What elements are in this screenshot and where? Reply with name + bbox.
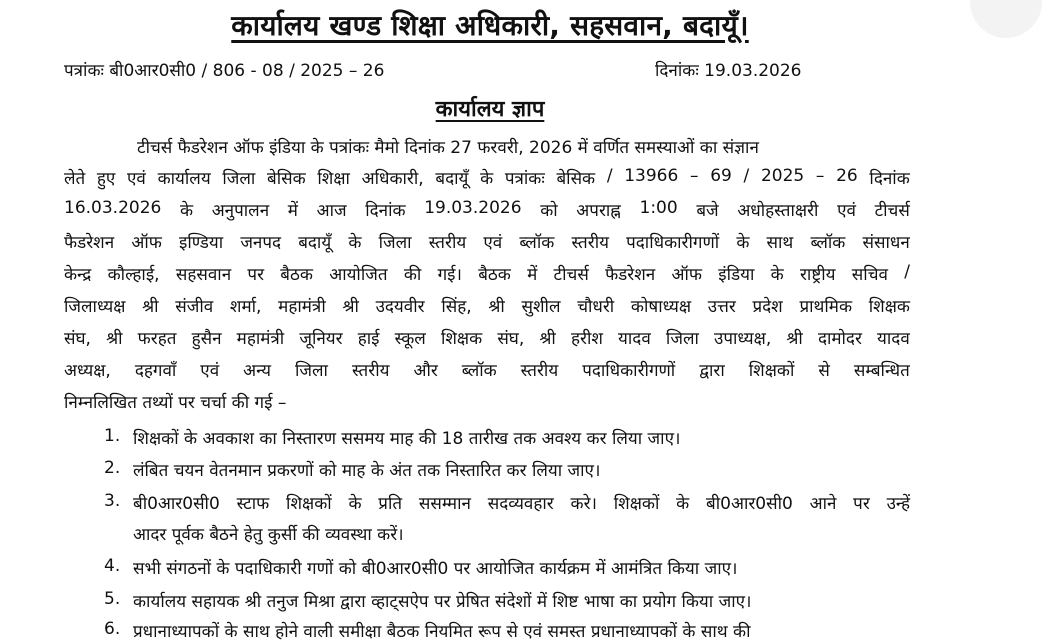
word: प्राथमिक bbox=[799, 297, 853, 317]
word: एवं bbox=[200, 361, 220, 381]
office-heading: कार्यालय खण्ड शिक्षा अधिकारी, सहसवान, बदायूँ। bbox=[231, 9, 749, 42]
word: श्री bbox=[342, 297, 359, 317]
word: ऑफ bbox=[131, 233, 162, 253]
word: ब्लॉक bbox=[810, 233, 846, 253]
word: के bbox=[348, 494, 362, 514]
body-line bbox=[64, 294, 910, 317]
word: अपराह्न bbox=[576, 201, 621, 221]
list-number: 3. bbox=[104, 491, 121, 511]
word: के bbox=[676, 494, 690, 514]
word: कौल्हाई, bbox=[107, 265, 160, 285]
body-line bbox=[64, 166, 910, 189]
word: यादव bbox=[618, 329, 651, 349]
word: चौधरी bbox=[577, 297, 615, 317]
word: अधोहस्ताक्षरी bbox=[737, 201, 819, 221]
word: सहसवान bbox=[175, 265, 232, 285]
list-item-text: आदर पूर्वक बैठने हेतु कुर्सी की व्यवस्था करें। bbox=[133, 525, 404, 545]
word: / bbox=[606, 166, 613, 186]
reference-number: पत्रांकः बी0आर0सी0 / 806 - 08 / 2025 – 26 bbox=[64, 61, 385, 81]
word: से bbox=[818, 361, 830, 381]
word: श्री bbox=[539, 329, 556, 349]
word: पर bbox=[853, 494, 870, 514]
word: हरीश bbox=[570, 329, 603, 349]
body-line bbox=[64, 326, 910, 349]
word: सदव्यवहार bbox=[487, 494, 554, 514]
word: हुसैन bbox=[191, 329, 222, 349]
word: बैठक bbox=[280, 265, 313, 285]
word: पदाधिकारीगणों bbox=[626, 233, 720, 253]
body-line: निम्नलिखित तथ्यों पर चर्चा की गई – bbox=[64, 393, 287, 413]
word: उपाध्यक्ष, bbox=[714, 329, 772, 349]
word: शर्मा, bbox=[229, 297, 262, 317]
word: 1:00 bbox=[639, 198, 678, 218]
word: बजे bbox=[696, 201, 719, 221]
word: बदायूँ bbox=[435, 169, 469, 189]
word: जिला bbox=[665, 329, 699, 349]
word: ब्लॉक bbox=[519, 233, 555, 253]
list-item-text: कार्यालय सहायक श्री तनुज मिश्रा द्वारा व्हाट्सऐप पर प्रेषित संदेशों में शिष्ट भाषा का प्रयोग किया जाए। bbox=[133, 592, 752, 612]
word: एवं bbox=[127, 169, 146, 189]
word: इंडिया bbox=[718, 265, 755, 285]
word: अध्यक्ष, bbox=[64, 361, 111, 381]
word: ब्लॉक bbox=[461, 361, 497, 381]
word: के bbox=[348, 233, 362, 253]
body-line bbox=[64, 262, 910, 285]
word: पदाधिकारीगणों bbox=[582, 361, 676, 381]
word: दिनांक bbox=[869, 169, 910, 189]
word: सिंह, bbox=[441, 297, 472, 317]
word: / bbox=[904, 262, 910, 282]
word: जिलाध्यक्ष bbox=[64, 297, 126, 317]
word: के bbox=[770, 265, 784, 285]
word: श्री bbox=[106, 329, 123, 349]
word: राष्ट्रीय bbox=[799, 265, 836, 285]
word: संसाधन bbox=[862, 233, 910, 253]
word: संघ, bbox=[64, 329, 91, 349]
word: केन्द्र bbox=[64, 265, 92, 285]
word: में bbox=[287, 201, 298, 221]
list-item-text bbox=[133, 491, 910, 514]
word: बैठक bbox=[478, 265, 511, 285]
word: टीचर्स bbox=[553, 265, 589, 285]
word: स्तरीय bbox=[520, 361, 559, 381]
word: फैडरेशन bbox=[605, 265, 656, 285]
list-item-text: शिक्षकों के अवकाश का निस्तारण ससमय माह की 18 तारीख तक अवश्य कर लिया जाए। bbox=[133, 429, 681, 449]
word: पर bbox=[247, 265, 265, 285]
word: महामंत्री bbox=[278, 297, 326, 317]
word: आयोजित bbox=[329, 265, 388, 285]
body-line bbox=[64, 358, 910, 381]
word: कोषाध्यक्ष bbox=[630, 297, 692, 317]
word: श्री bbox=[488, 297, 505, 317]
word: यादव bbox=[877, 329, 910, 349]
word: गई। bbox=[437, 265, 462, 285]
word: ससम्मान bbox=[418, 494, 471, 514]
body-line bbox=[64, 198, 910, 221]
word: सुशील bbox=[521, 297, 561, 317]
word: साथ bbox=[766, 233, 794, 253]
word: स्कूल bbox=[394, 329, 426, 349]
word: बेसिक bbox=[556, 169, 596, 189]
word: संघ, bbox=[497, 329, 525, 349]
word: बी0आर0सी0 bbox=[133, 494, 220, 514]
word: शिक्षा bbox=[317, 169, 350, 189]
word: 16.03.2026 bbox=[64, 198, 162, 218]
word: के bbox=[736, 233, 750, 253]
word: जूनियर bbox=[299, 329, 343, 349]
list-number: 5. bbox=[104, 589, 121, 609]
word: 26 bbox=[836, 166, 858, 186]
word: दिनांक bbox=[365, 201, 406, 221]
word: अन्य bbox=[243, 361, 272, 381]
word: टीचर्स bbox=[874, 201, 910, 221]
word: अधिकारी, bbox=[361, 169, 424, 189]
word: स्तरीय bbox=[571, 233, 609, 253]
list-number: 2. bbox=[104, 458, 121, 478]
word: उत्तर bbox=[707, 297, 736, 317]
list-number: 4. bbox=[104, 556, 121, 576]
word: स्तरीय bbox=[428, 233, 467, 253]
word: बी0आर0सी0 bbox=[706, 494, 793, 514]
word: 19.03.2026 bbox=[424, 198, 522, 218]
word: 13966 bbox=[624, 166, 679, 186]
word: सचिव bbox=[851, 265, 888, 285]
word: लेते bbox=[64, 169, 86, 189]
word: शिक्षक bbox=[440, 329, 483, 349]
word: जिला bbox=[295, 361, 328, 381]
word: शिक्षकों bbox=[748, 361, 795, 381]
word: आज bbox=[316, 201, 347, 221]
word: को bbox=[540, 201, 558, 221]
word: दहगवाँ bbox=[134, 361, 177, 381]
word: पत्रांकः bbox=[504, 169, 545, 189]
word: उन्हें bbox=[886, 494, 910, 514]
word: – bbox=[815, 166, 825, 186]
word: प्रदेश bbox=[752, 297, 783, 317]
reference-date: दिनांकः 19.03.2026 bbox=[655, 61, 802, 81]
list-item-text: प्रधानाध्यापकों के साथ होने वाली समीक्षा बैठक नियमित रूप से एवं समस्त प्रधानाध्यापकों के साथ की bbox=[133, 622, 751, 642]
word: संजीव bbox=[175, 297, 214, 317]
word: आने bbox=[809, 494, 837, 514]
word: अनुपालन bbox=[211, 201, 270, 221]
word: फैडरेशन bbox=[64, 233, 115, 253]
memo-title: कार्यालय ज्ञाप bbox=[435, 97, 545, 122]
word: स्तरीय bbox=[351, 361, 390, 381]
word: – bbox=[690, 166, 699, 186]
word: के bbox=[179, 201, 194, 221]
word: शिक्षकों bbox=[286, 494, 332, 514]
word: बेसिक bbox=[267, 169, 306, 189]
word: फरहत bbox=[137, 329, 177, 349]
word: / bbox=[743, 166, 750, 186]
word: एवं bbox=[837, 201, 856, 221]
word: द्वारा bbox=[699, 361, 725, 381]
word: उदयवीर bbox=[375, 297, 425, 317]
word: की bbox=[403, 265, 422, 285]
word: कार्यालय bbox=[157, 169, 211, 189]
corner-shadow bbox=[970, 0, 1042, 38]
word: जिला bbox=[378, 233, 412, 253]
list-item-text: लंबित चयन वेतनमान प्रकरणों को माह के अंत तक निस्तारित कर लिया जाए। bbox=[133, 461, 601, 481]
word: इण्डिया bbox=[178, 233, 224, 253]
word: 69 bbox=[710, 166, 732, 186]
word: करे। bbox=[570, 494, 597, 514]
word: शिक्षक bbox=[868, 297, 910, 317]
word: स्टाफ bbox=[236, 494, 270, 514]
word: सम्बन्धित bbox=[853, 361, 910, 381]
word: और bbox=[413, 361, 438, 381]
word: शिक्षकों bbox=[613, 494, 660, 514]
word: के bbox=[480, 169, 494, 189]
word: श्री bbox=[786, 329, 803, 349]
word: श्री bbox=[142, 297, 159, 317]
word: ऑफ bbox=[671, 265, 702, 285]
word: हाई bbox=[357, 329, 380, 349]
list-item-text: सभी संगठनों के पदाधिकारी गणों को बी0आर0सी0 पर आयोजित कार्यक्रम में आमंत्रित किया जाए। bbox=[133, 559, 738, 579]
word: 2025 bbox=[760, 166, 805, 186]
list-number: 6. bbox=[104, 619, 121, 639]
word: बदायूँ bbox=[298, 233, 332, 253]
word: जनपद bbox=[240, 233, 282, 253]
word: में bbox=[527, 265, 538, 285]
body-line bbox=[64, 230, 910, 253]
word: जिला bbox=[222, 169, 256, 189]
body-line: टीचर्स फैडरेशन ऑफ इंडिया के पत्रांकः मैमो दिनांक 27 फरवरी, 2026 में वर्णित समस्याओं का संज्ञान bbox=[137, 138, 759, 158]
word: हुए bbox=[96, 169, 116, 189]
word: महामंत्री bbox=[236, 329, 285, 349]
word: दामोदर bbox=[817, 329, 862, 349]
word: प्रति bbox=[378, 494, 403, 514]
list-number: 1. bbox=[104, 426, 121, 446]
word: एवं bbox=[483, 233, 503, 253]
